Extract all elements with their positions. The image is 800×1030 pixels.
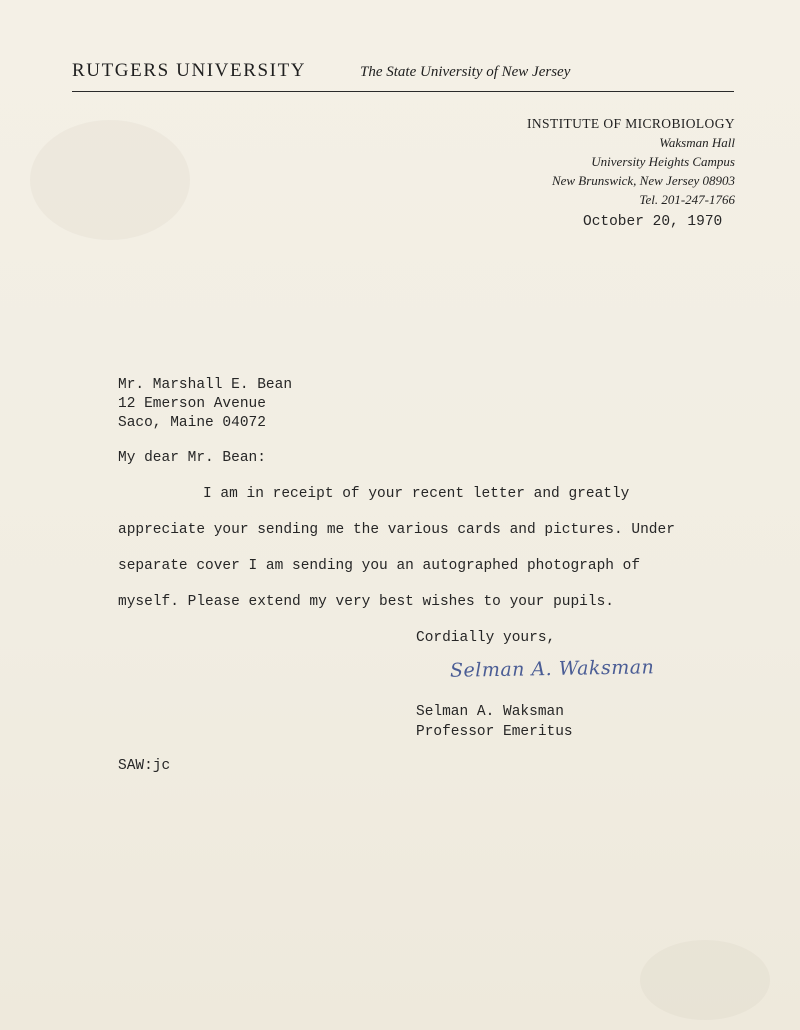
signer-title: Professor Emeritus [416,724,573,740]
institute-building: Waksman Hall [659,135,735,150]
letter-body [118,484,678,628]
recipient-name: Mr. Marshall E. Bean [118,377,293,393]
institute-block [527,114,735,209]
body-line: appreciate your sending me the various cards and pictures. Under [118,522,675,538]
body-line: separate cover I am sending you an autographed photograph of [118,558,641,574]
paper-stain [30,120,190,240]
recipient-address [118,376,292,433]
paper-stain [640,940,770,1020]
handwritten-signature: Selman A. Waksman [449,656,655,682]
body-line: I am in receipt of your recent letter and greatly [203,486,630,502]
signer-name: Selman A. Waksman [416,704,564,720]
letterhead-rule [72,91,734,92]
salutation: My dear Mr. Bean: [118,450,266,466]
recipient-street: 12 Emerson Avenue [118,396,266,412]
signer-block [416,702,573,742]
letter-date: October 20, 1970 [583,214,723,230]
institute-campus: University Heights Campus [591,154,735,169]
letterhead-university: RUTGERS UNIVERSITY [72,60,307,81]
institute-name: INSTITUTE OF MICROBIOLOGY [527,116,735,131]
body-line: myself. Please extend my very best wishes to your pupils. [118,594,614,610]
recipient-city: Saco, Maine 04072 [118,415,266,431]
institute-phone: Tel. 201-247-1766 [639,192,735,207]
letterhead-subtitle: The State University of New Jersey [360,64,571,80]
closing: Cordially yours, [416,630,556,646]
reference-initials: SAW:jc [118,758,171,774]
institute-city: New Brunswick, New Jersey 08903 [551,173,735,188]
